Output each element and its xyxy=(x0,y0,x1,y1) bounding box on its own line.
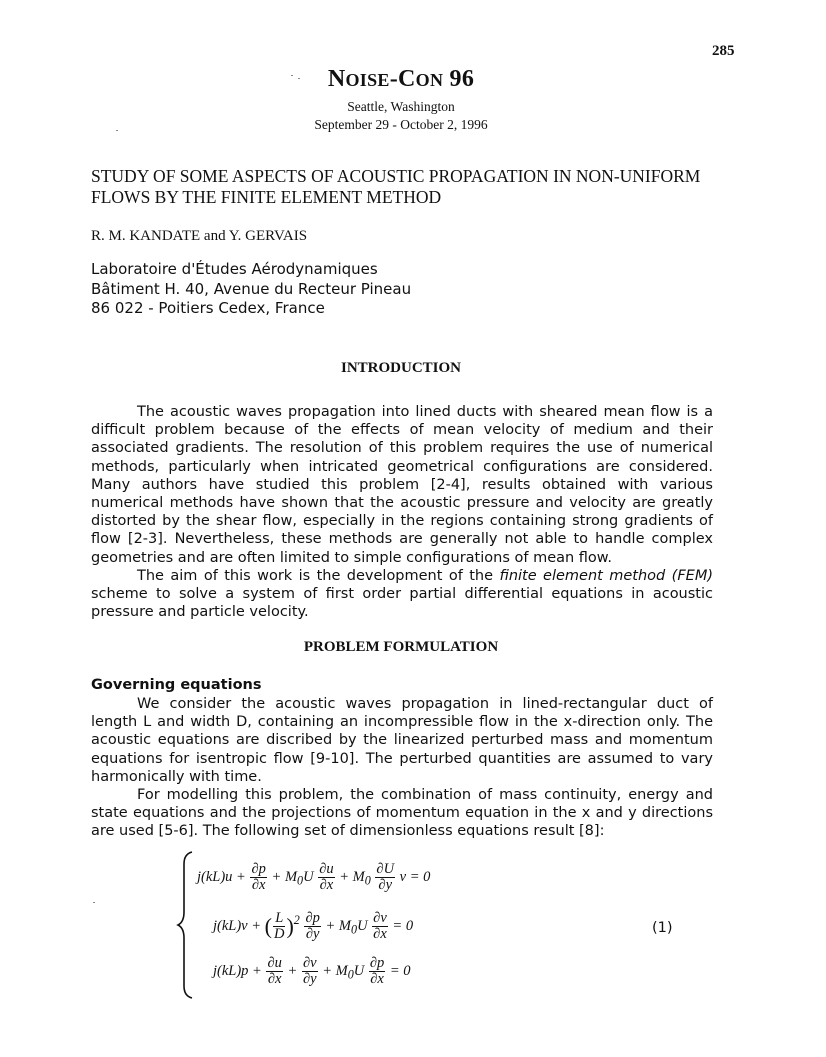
scan-speck xyxy=(93,902,95,903)
conference-location: Seattle, Washington xyxy=(347,99,455,114)
fraction-dv-dy: $\frac{\partial v}{\partial y}$ xyxy=(302,955,317,987)
governing-paragraph-2: For modelling this problem, the combination of mass continuity, energy and state equations and the projections of momentum equation in the x and y directions are used [5-6]. The following set of dimensionless equations result [8]: xyxy=(91,787,713,840)
equation-line-3: j(kL)p + $\frac{\partial u}{\partial x}$ + $\frac{\partial v}{\partial y}$ + $M_0U$ $\frac{\partial p}{\partial x}$ = 0 xyxy=(213,955,411,987)
equation-brace xyxy=(176,850,198,1000)
fraction-dp-dy: $\frac{\partial p}{\partial y}$ xyxy=(305,910,320,942)
equation-line-2: j(kL)v + ( $\frac{L}{D}$ )$^2$ $\frac{\partial p}{\partial y}$ + $M_0U$ $\frac{\partial v}{\partial x}$ = 0 xyxy=(213,910,414,942)
right-paren: ) xyxy=(286,913,294,939)
fraction-L-D: $\frac{L}{D}$ xyxy=(273,910,285,942)
conference-title: NOISE-CON 96 xyxy=(327,66,475,92)
fraction-dp-dx: $\frac{\partial p}{\partial x}$ xyxy=(251,861,266,893)
affiliation-line: Laboratoire d'Études Aérodynamiques xyxy=(91,260,378,278)
intro-paragraph-2: The aim of this work is the development of the finite element method (FEM) scheme to solve a system of first order partial differential equations in acoustic pressure and particle velocity. xyxy=(91,567,713,621)
governing-paragraph-1: We consider the acoustic waves propagation in lined-rectangular duct of length L and width D, containing an incompressible flow in the x-direction only. The acoustic equations are discribed by the linearized perturbed mass and momentum equations for isentropic flow [9-10]. The perturbed quantities are assumed to vary harmonically with time. xyxy=(91,696,713,785)
introduction-heading: INTRODUCTION xyxy=(340,360,461,376)
fraction-dp-dx: $\frac{\partial p}{\partial x}$ xyxy=(369,955,385,987)
governing-body xyxy=(91,695,713,841)
left-paren: ( xyxy=(264,913,272,939)
fraction-du-dx: $\frac{\partial u}{\partial x}$ xyxy=(267,955,282,987)
affiliation-line: Bâtiment H. 40, Avenue du Recteur Pineau xyxy=(91,279,412,298)
problem-formulation-heading: PROBLEM FORMULATION xyxy=(303,639,499,655)
affiliation xyxy=(91,260,411,319)
introduction-body xyxy=(91,403,713,621)
fraction-dU-dy: $\frac{\partial U}{\partial y}$ xyxy=(376,861,395,893)
fraction-du-dx: $\frac{\partial u}{\partial x}$ xyxy=(319,861,334,893)
page-number: 285 xyxy=(712,43,735,59)
conference-dates: September 29 - October 2, 1996 xyxy=(314,117,488,132)
intro-paragraph-1: The acoustic waves propagation into lined ducts with sheared mean flow is a difficult problem because of the effects of mean velocity of medium and their associated gradients. The resolution of this problem requires the use of numerical methods, particularly when intricated geometrical configurations are considered. Many authors have studied this problem [2-4], results obtained with various numerical methods have shown that the acoustic pressure and velocity are greatly distorted by the shear flow, especially in the regions containing strong gradients of flow [2-3]. Nevertheless, these methods are generally not able to handle complex geometries and are often limited to simple configurations of mean flow. xyxy=(91,404,713,566)
equation-line-1: j(kL)u + $\frac{\partial p}{\partial x}$ + $M_0U$ $\frac{\partial u}{\partial x}$ + $M_0$ $\frac{\partial U}{\partial y}$ v = 0 xyxy=(197,861,431,893)
governing-equations-heading: Governing equations xyxy=(91,677,262,693)
fraction-dv-dx: $\frac{\partial v}{\partial x}$ xyxy=(373,910,387,942)
affiliation-line: 86 022 - Poitiers Cedex, France xyxy=(91,299,325,317)
equation-number: (1) xyxy=(652,920,673,936)
authors: R. M. KANDATE and Y. GERVAIS xyxy=(91,228,308,244)
paper-title: STUDY OF SOME ASPECTS OF ACOUSTIC PROPAGATION IN NON-UNIFORM FLOWS BY THE FINITE ELEMENT METHOD xyxy=(91,166,701,207)
